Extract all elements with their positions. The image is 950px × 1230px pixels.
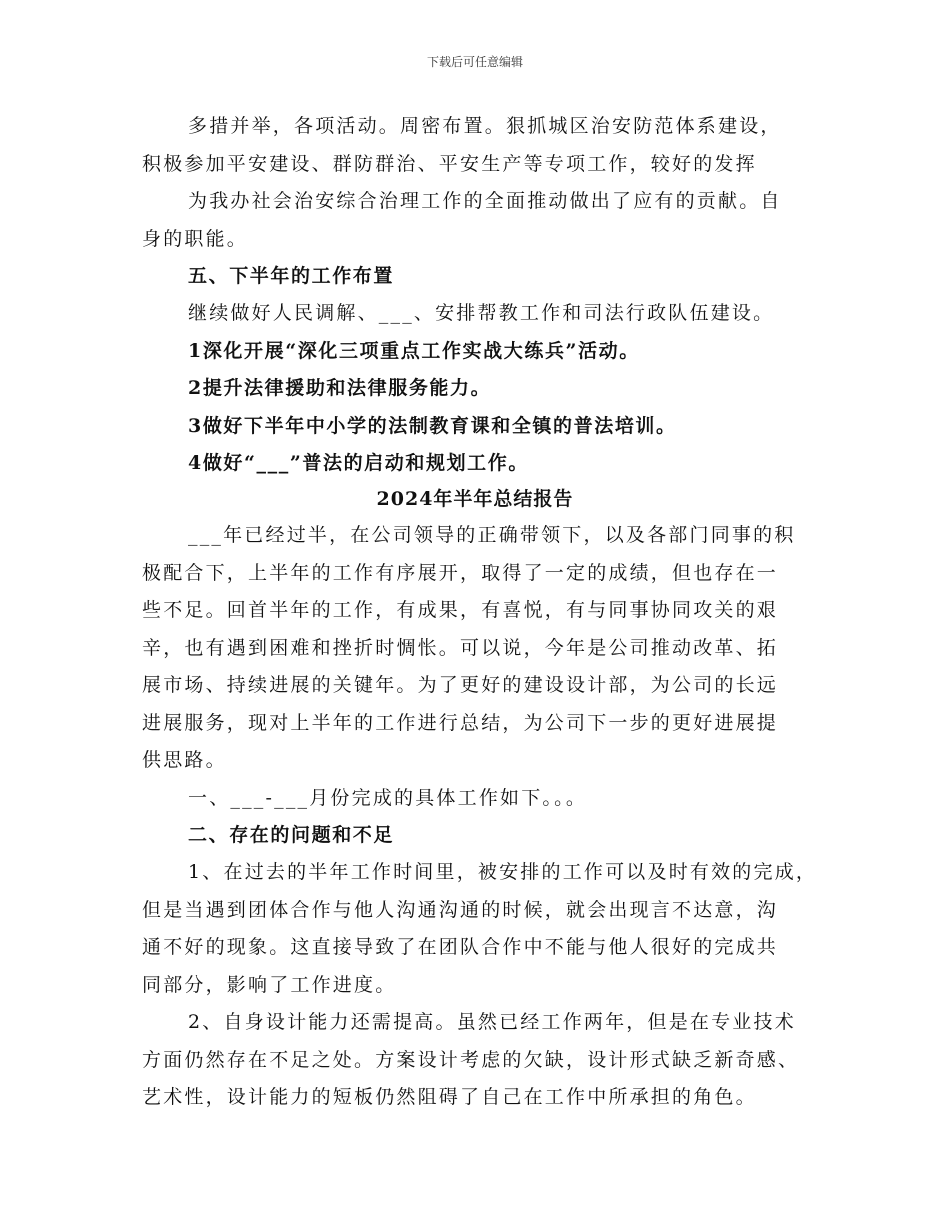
- paragraph-line: 进展服务，现对上半年的工作进行总结，为公司下一步的更好进展提: [142, 712, 779, 734]
- paragraph-line: 同部分，影响了工作进度。: [142, 974, 397, 996]
- paragraph-line: 极配合下，上半年的工作有序展开，取得了一定的成绩，但也存在一: [142, 562, 779, 584]
- list-item: 3做好下半年中小学的法制教育课和全镇的普法培训。: [188, 415, 677, 437]
- paragraph-line: 积极参加平安建设、群防群治、平安生产等专项工作，较好的发挥: [142, 153, 757, 175]
- paragraph-line: 通不好的现象。这直接导致了在团队合作中不能与他人很好的完成共: [142, 936, 779, 958]
- paragraph-line: 些不足。回首半年的工作，有成果，有喜悦，有与同事协同攻关的艰: [142, 599, 779, 621]
- paragraph-line: 供思路。: [142, 749, 227, 771]
- section-heading: 五、下半年的工作布置: [188, 265, 395, 287]
- paragraph-line: 身的职能。: [142, 228, 249, 250]
- paragraph-line: 但是当遇到团体合作与他人沟通沟通的时候，就会出现言不达意，沟: [142, 899, 779, 921]
- paragraph-line: 展市场、持续进展的关键年。为了更好的建设设计部，为公司的长远: [142, 674, 779, 696]
- list-item: 2提升法律援助和法律服务能力。: [188, 377, 492, 399]
- paragraph-line: 方面仍然存在不足之处。方案设计考虑的欠缺，设计形式缺乏新奇感、: [142, 1049, 800, 1071]
- paragraph-line: 1、在过去的半年工作时间里，被安排的工作可以及时有效的完成，: [188, 861, 818, 883]
- report-title: 2024年半年总结报告: [376, 488, 574, 510]
- paragraph-line: 艺术性，设计能力的短板仍然阻碍了自己在工作中所承担的角色。: [142, 1086, 757, 1108]
- paragraph-line: 2、自身设计能力还需提高。虽然已经工作两年，但是在专业技术: [188, 1011, 796, 1033]
- list-item: 4做好“___”普法的启动和规划工作。: [188, 452, 529, 474]
- page-header: 下载后可任意编辑: [426, 55, 523, 69]
- section-heading-two: 二、存在的问题和不足: [188, 824, 395, 846]
- paragraph-line: 继续做好人民调解、___、安排帮教工作和司法行政队伍建设。: [188, 302, 775, 324]
- list-item: 1深化开展“深化三项重点工作实战大练兵”活动。: [188, 340, 640, 362]
- paragraph-line: 多措并举，各项活动。周密布置。狠抓城区治安防范体系建设，: [188, 115, 782, 137]
- paragraph-line: 辛，也有遇到困难和挫折时惆怅。可以说，今年是公司推动改革、拓: [142, 637, 779, 659]
- section-heading-one: 一、___-___月份完成的具体工作如下。。。: [188, 787, 588, 809]
- paragraph-line: ___年已经过半，在公司领导的正确带领下，以及各部门同事的积: [188, 524, 796, 546]
- paragraph-line: 为我办社会治安综合治理工作的全面推动做出了应有的贡献。自: [188, 190, 782, 212]
